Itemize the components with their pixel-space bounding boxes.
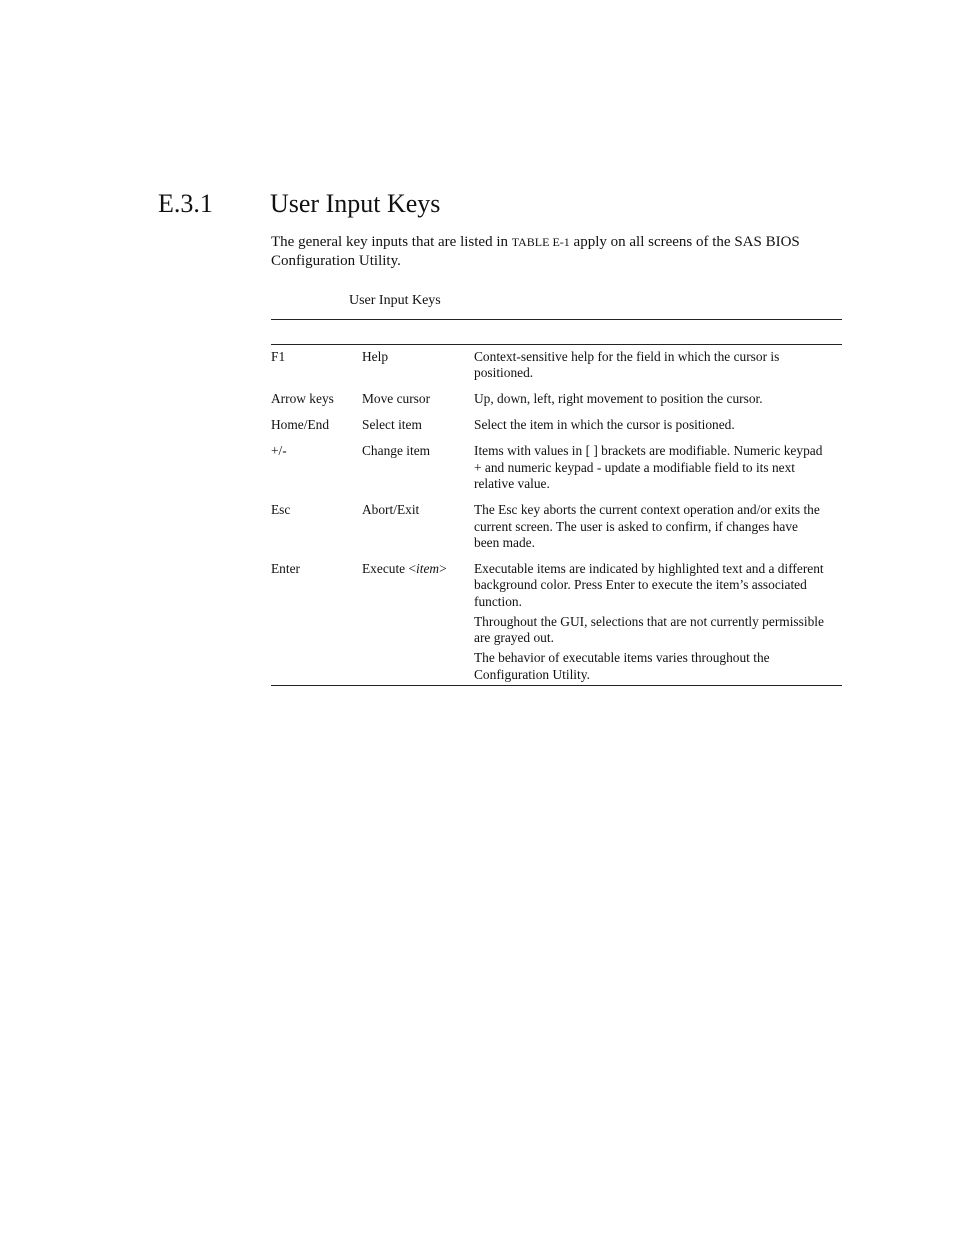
function-text: Execute < [362, 561, 417, 577]
function-cell: Abort/Exit [362, 502, 420, 518]
description-text: Context-sensitive help for the field in which the cursor is positioned. [474, 349, 780, 381]
function-cell [362, 561, 474, 683]
description-cell [474, 417, 842, 433]
key-cell: Enter [271, 561, 300, 577]
table-header-rule [271, 344, 842, 345]
key-cell: Esc [271, 502, 291, 518]
table-row [271, 502, 842, 551]
function-suffix-text: > [439, 561, 447, 577]
description-text: Select the item in which the cursor is positioned. [474, 417, 735, 433]
description-cell [474, 561, 842, 683]
key-cell: Home/End [271, 417, 330, 433]
description-cell [474, 502, 842, 551]
intro-text-before: The general key inputs that are listed in [271, 234, 512, 250]
section-title: User Input Keys [270, 189, 441, 218]
table-reference-link[interactable]: TABLE E-1 [511, 235, 570, 249]
intro-text-after: apply on all screens of the SAS BIOS Configuration Utility. [271, 234, 800, 269]
description-text: The behavior of executable items varies throughout the Configuration Utility. [474, 650, 770, 682]
description-cell [474, 391, 842, 407]
table-caption: User Input Keys [349, 293, 441, 308]
table-top-rule [271, 319, 842, 320]
description-text: Executable items are indicated by highlighted text and a different background color. Press Enter to execute the item’s associated function. [474, 561, 824, 609]
table-row [271, 391, 842, 407]
user-input-keys-table [271, 349, 842, 693]
description-text: Items with values in [ ] brackets are modifiable. Numeric keypad + and numeric keypad - update a modifiable field to its next relative value. [474, 443, 823, 492]
function-cell: Help [362, 349, 389, 364]
key-cell: Arrow keys [271, 391, 334, 407]
key-cell: F1 [271, 349, 286, 364]
function-cell: Move cursor [362, 391, 431, 407]
description-cell [474, 349, 842, 382]
description-text: Up, down, left, right movement to position the cursor. [474, 391, 763, 407]
table-row [271, 443, 842, 492]
description-text: The Esc key aborts the current context operation and/or exits the current screen. The user is asked to confirm, if changes have been made. [474, 502, 820, 551]
table-row [271, 349, 842, 382]
function-cell: Select item [362, 417, 422, 433]
description-cell [474, 443, 842, 492]
table-row [271, 417, 842, 433]
function-cell: Change item [362, 443, 431, 459]
function-italic-text: item [416, 561, 440, 577]
description-text: Throughout the GUI, selections that are not currently permissible are grayed out. [474, 613, 824, 646]
intro-paragraph [271, 233, 843, 271]
table-bottom-rule [271, 685, 842, 686]
key-cell: +/- [271, 443, 287, 459]
table-row [271, 561, 842, 683]
section-number: E.3.1 [158, 189, 213, 218]
